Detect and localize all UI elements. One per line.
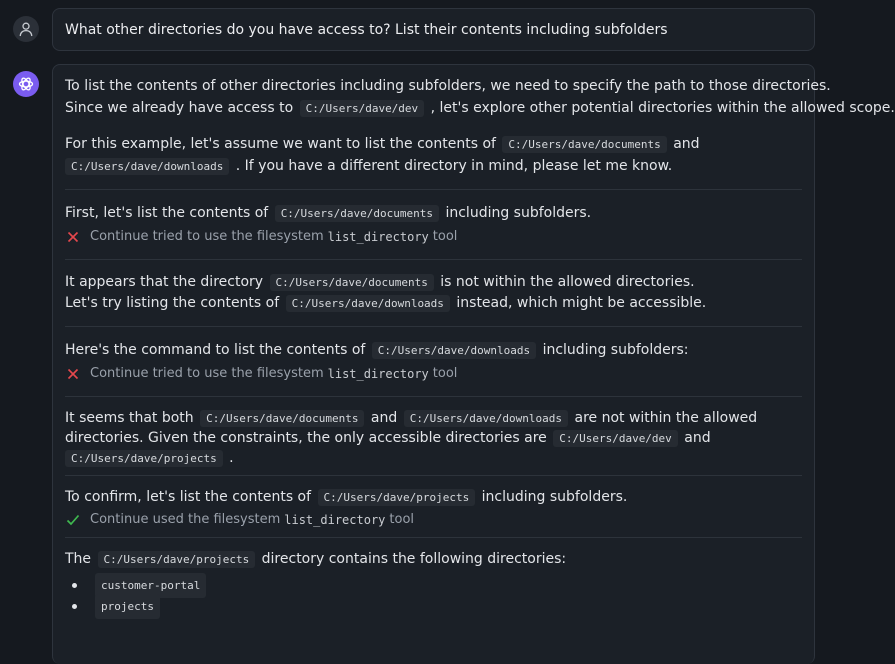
divider <box>65 475 802 476</box>
intro-paragraph <box>65 76 895 118</box>
path-code: C:/Users/dave/documents <box>502 136 666 153</box>
tool-call-text: tool <box>389 512 415 527</box>
example-text: . If you have a different directory in mind, please let me know. <box>235 158 673 174</box>
divider <box>65 537 802 538</box>
bullet <box>72 604 77 609</box>
tool-name: list_directory <box>284 513 386 527</box>
step-text: and <box>370 410 398 426</box>
x-icon <box>65 366 81 382</box>
step-list-downloads <box>65 340 802 384</box>
step-text: instead, which might be accessible. <box>456 295 707 311</box>
step-text: Here's the command to list the contents of <box>65 342 366 358</box>
tool-call-failed[interactable] <box>65 364 802 384</box>
openai-logo-icon <box>17 75 35 93</box>
path-code: C:/Users/dave/downloads <box>404 410 568 427</box>
step-text: including subfolders. <box>481 489 628 505</box>
step-text: Let's try listing the contents of <box>65 295 280 311</box>
path-code: C:/Users/dave/downloads <box>65 158 229 175</box>
result-paragraph <box>65 549 802 569</box>
step-not-allowed <box>65 272 802 313</box>
step-text: First, let's list the contents of <box>65 205 269 221</box>
intro-line-1: To list the contents of other directories including subfolders, we need to specify the path to those directories. <box>65 78 831 94</box>
path-code: C:/Users/dave/dev <box>553 430 678 447</box>
step-text: It seems that both <box>65 410 194 426</box>
step-text: It appears that the directory <box>65 274 264 290</box>
tool-call-text: tool <box>432 366 458 381</box>
result-text: directory contains the following directories: <box>261 551 567 567</box>
step-text: . <box>229 450 234 466</box>
step-text: including subfolders: <box>542 342 689 358</box>
path-code: C:/Users/dave/projects <box>318 489 476 506</box>
tool-name: list_directory <box>327 230 429 244</box>
step-list-documents <box>65 203 802 247</box>
list-item <box>65 596 206 617</box>
intro-line-2-tail: , let's explore other potential directories within the allowed scope. <box>430 100 895 116</box>
step-text: To confirm, let's list the contents of <box>65 489 312 505</box>
user-icon <box>18 21 34 37</box>
divider <box>65 259 802 260</box>
path-code: C:/Users/dave/projects <box>98 551 256 568</box>
tool-call-text: tool <box>432 229 458 244</box>
tool-call-text: Continue used the filesystem <box>90 512 281 527</box>
step-constraints <box>65 408 802 468</box>
path-code: C:/Users/dave/documents <box>270 274 434 291</box>
directory-name: customer-portal <box>95 573 206 598</box>
step-text: are not within the allowed <box>574 410 758 426</box>
path-code: C:/Users/dave/downloads <box>286 295 450 312</box>
divider <box>65 396 802 397</box>
x-icon <box>65 229 81 245</box>
bullet <box>72 583 77 588</box>
directory-name: projects <box>95 594 160 619</box>
tool-call-failed[interactable] <box>65 227 802 247</box>
directory-list <box>65 575 206 617</box>
path-code: C:/Users/dave/documents <box>275 205 439 222</box>
divider <box>65 189 802 190</box>
result-text: The <box>65 551 92 567</box>
intro-line-2-text: Since we already have access to <box>65 100 294 116</box>
assistant-avatar <box>13 71 39 97</box>
list-item <box>65 575 206 596</box>
example-text: and <box>673 136 700 152</box>
assistant-message <box>52 64 895 664</box>
example-text: For this example, let's assume we want to list the contents of <box>65 136 496 152</box>
example-paragraph <box>65 134 802 176</box>
tool-name: list_directory <box>327 367 429 381</box>
divider <box>65 326 802 327</box>
user-avatar <box>13 16 39 42</box>
tool-call-text: Continue tried to use the filesystem <box>90 366 324 381</box>
path-code: C:/Users/dave/projects <box>65 450 223 467</box>
tool-call-succeeded[interactable] <box>65 510 802 530</box>
step-text: and <box>684 430 711 446</box>
path-code: C:/Users/dave/documents <box>200 410 364 427</box>
check-icon <box>65 512 81 528</box>
step-text: directories. Given the constraints, the only accessible directories are <box>65 430 547 446</box>
user-message <box>52 8 815 51</box>
step-text: including subfolders. <box>445 205 592 221</box>
step-text: is not within the allowed directories. <box>440 274 695 290</box>
user-message-text: What other directories do you have access to? List their contents including subfolders <box>65 22 668 38</box>
path-code: C:/Users/dave/downloads <box>372 342 536 359</box>
path-code: C:/Users/dave/dev <box>300 100 425 117</box>
tool-call-text: Continue tried to use the filesystem <box>90 229 324 244</box>
step-list-projects <box>65 487 802 530</box>
